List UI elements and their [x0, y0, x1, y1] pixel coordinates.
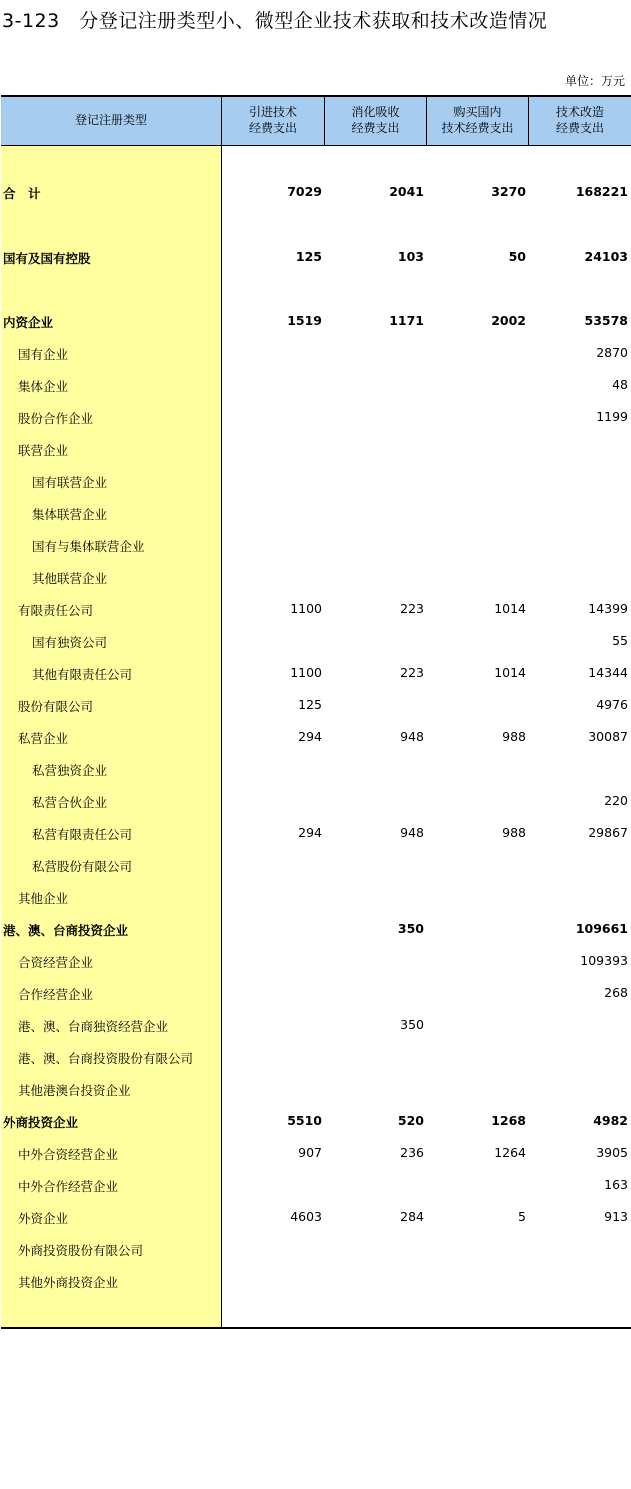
row-value: 350: [400, 1017, 424, 1032]
row-value: 988: [502, 729, 526, 744]
table-row: [1, 887, 631, 907]
header-cell-domestic-purchase: 购买国内 技术经费支出: [441, 105, 514, 135]
row-value: 223: [400, 665, 424, 680]
row-value: 24103: [584, 249, 628, 264]
row-value: 4976: [596, 697, 628, 712]
table-row: [1, 727, 631, 747]
row-value: 1014: [494, 601, 526, 616]
header-bottom-rule: [1, 145, 631, 146]
table-row: [1, 983, 631, 1003]
row-value: 5: [518, 1209, 526, 1224]
row-value: 14344: [588, 665, 628, 680]
table-row: [1, 1015, 631, 1035]
row-value: 1014: [494, 665, 526, 680]
table-row: [1, 1111, 631, 1131]
row-label: 集体联营企业: [32, 507, 108, 522]
table-row: [1, 951, 631, 971]
row-value: 220: [604, 793, 628, 808]
data-table: [1, 95, 631, 1329]
row-value: 109661: [575, 921, 628, 936]
table-row: [1, 1079, 631, 1099]
row-value: 125: [295, 249, 322, 264]
row-value: 1100: [290, 665, 322, 680]
table-row: [1, 471, 631, 491]
row-label: 私营合伙企业: [32, 795, 108, 810]
row-label: 私营企业: [18, 731, 69, 746]
table-row: [1, 759, 631, 779]
row-value: 3270: [491, 184, 526, 199]
row-value: 907: [298, 1145, 322, 1160]
table-row: [1, 855, 631, 875]
row-label: 港、澳、台商投资企业: [3, 923, 129, 938]
row-label: 集体企业: [18, 379, 69, 394]
row-value: 1199: [596, 409, 628, 424]
row-value: 1100: [290, 601, 322, 616]
row-label: 联营企业: [18, 443, 69, 458]
table-row: [1, 791, 631, 811]
row-value: 163: [604, 1177, 628, 1192]
row-value: 53578: [584, 313, 628, 328]
row-value: 50: [508, 249, 526, 264]
unit-label: 单位：万元: [564, 74, 625, 88]
header-cell-type: 登记注册类型: [74, 113, 147, 127]
table-row: [1, 1239, 631, 1259]
table-row: [1, 919, 631, 939]
row-value: 294: [298, 825, 322, 840]
row-label: 国有与集体联营企业: [32, 539, 145, 554]
row-label: 其他联营企业: [32, 571, 108, 586]
table-row: [1, 1047, 631, 1067]
row-label: 股份有限公司: [18, 699, 94, 714]
header-cell-renovation: 技术改造 经费支出: [555, 105, 604, 135]
row-value: 29867: [588, 825, 628, 840]
header-cell-tech-import: 引进技术 经费支出: [248, 105, 297, 135]
table-row: [1, 343, 631, 363]
row-value: 2870: [596, 345, 628, 360]
row-label: 股份合作企业: [18, 411, 94, 426]
header-cell-absorption: 消化吸收 经费支出: [351, 105, 400, 135]
row-value: 2002: [491, 313, 526, 328]
row-label: 港、澳、台商独资经营企业: [18, 1019, 169, 1034]
row-value: 268: [604, 985, 628, 1000]
row-label: 其他港澳台投资企业: [18, 1083, 131, 1098]
row-value: 1171: [389, 313, 424, 328]
table-row: [1, 567, 631, 587]
row-label: 国有独资公司: [32, 635, 108, 650]
row-value: 4603: [290, 1209, 322, 1224]
row-value: 7029: [287, 184, 322, 199]
row-label: 港、澳、台商投资股份有限公司: [18, 1051, 194, 1066]
table-row: [1, 1143, 631, 1163]
row-label: 合 计: [3, 186, 41, 201]
row-label: 中外合作经营企业: [18, 1179, 119, 1194]
page-title: 3-123 分登记注册类型小、微型企业技术获取和技术改造情况: [2, 10, 548, 32]
table-row: [1, 1271, 631, 1291]
table-row: [1, 439, 631, 459]
row-value: 913: [604, 1209, 628, 1224]
table-row: [1, 599, 631, 619]
row-value: 14399: [588, 601, 628, 616]
row-value: 284: [400, 1209, 424, 1224]
table-row: [1, 375, 631, 395]
row-label: 私营股份有限公司: [32, 859, 133, 874]
row-value: 3905: [596, 1145, 628, 1160]
table-row: [1, 182, 631, 202]
row-value: 1264: [494, 1145, 526, 1160]
row-label: 外资企业: [18, 1211, 69, 1226]
row-value: 109393: [580, 953, 628, 968]
row-label: 其他有限责任公司: [32, 667, 133, 682]
table-row: [1, 535, 631, 555]
row-label: 国有企业: [18, 347, 69, 362]
table-row: [1, 1207, 631, 1227]
row-value: 5510: [287, 1113, 322, 1128]
row-value: 48: [612, 377, 628, 392]
row-label: 外商投资企业: [3, 1115, 79, 1130]
row-label: 合资经营企业: [18, 955, 94, 970]
row-label: 有限责任公司: [18, 603, 94, 618]
table-row: [1, 663, 631, 683]
row-value: 294: [298, 729, 322, 744]
row-label: 其他企业: [18, 891, 69, 906]
table-bottom-rule: [1, 1327, 631, 1329]
table-row: [1, 247, 631, 267]
row-value: 223: [400, 601, 424, 616]
row-value: 55: [612, 633, 628, 648]
row-label: 国有联营企业: [32, 475, 108, 490]
table-row: [1, 631, 631, 651]
row-value: 948: [400, 825, 424, 840]
row-value: 125: [298, 697, 322, 712]
row-value: 4982: [593, 1113, 628, 1128]
row-value: 103: [397, 249, 424, 264]
row-label: 中外合资经营企业: [18, 1147, 119, 1162]
row-value: 30087: [588, 729, 628, 744]
row-label: 私营有限责任公司: [32, 827, 133, 842]
row-value: 1519: [287, 313, 322, 328]
row-value: 1268: [491, 1113, 526, 1128]
table-row: [1, 311, 631, 331]
row-label: 内资企业: [3, 315, 54, 330]
row-value: 350: [397, 921, 424, 936]
row-value: 2041: [389, 184, 424, 199]
row-value: 168221: [575, 184, 628, 199]
table-row: [1, 1175, 631, 1195]
row-label: 合作经营企业: [18, 987, 94, 1002]
table-row: [1, 823, 631, 843]
row-label: 外商投资股份有限公司: [18, 1243, 144, 1258]
row-label: 私营独资企业: [32, 763, 108, 778]
row-value: 236: [400, 1145, 424, 1160]
table-row: [1, 695, 631, 715]
table-row: [1, 407, 631, 427]
row-value: 520: [397, 1113, 424, 1128]
row-value: 948: [400, 729, 424, 744]
row-label: 国有及国有控股: [3, 251, 91, 266]
table-row: [1, 503, 631, 523]
row-value: 988: [502, 825, 526, 840]
row-label: 其他外商投资企业: [18, 1275, 119, 1290]
